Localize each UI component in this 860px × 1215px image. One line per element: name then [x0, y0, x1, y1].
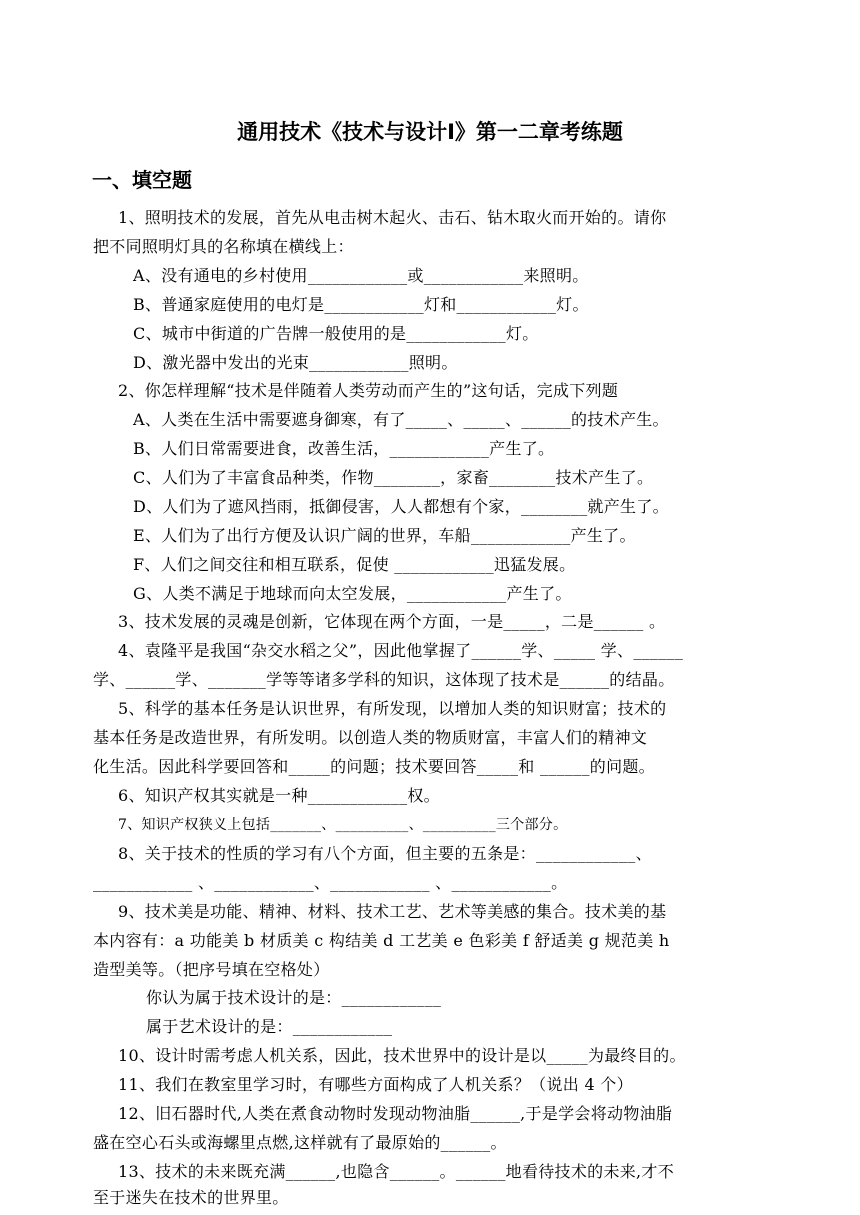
question-9-technical-design: 你认为属于技术设计的是：____________ [146, 988, 442, 1007]
question-9-art-design: 属于艺术设计的是：____________ [146, 1017, 393, 1036]
question-1-option-a: A、没有通电的乡村使用____________或____________来照明。 [133, 266, 589, 285]
question-4-line-1: 4、袁隆平是我国“杂交水稻之父”，因此他掌握了______学、_____ 学、______ [118, 641, 684, 660]
question-1-line-1: 1、照明技术的发展，首先从电击树木起火、击石、钻木取火而开始的。请你 [118, 208, 667, 227]
question-8-line-2: ____________ 、____________、____________ 、____________。 [93, 873, 568, 892]
question-2-option-g: G、人类不满足于地球而向太空发展，____________产生了。 [133, 584, 572, 603]
question-1-option-b: B、普通家庭使用的电灯是____________灯和____________灯。 [133, 295, 589, 314]
question-10: 10、设计时需考虑人机关系，因此，技术世界中的设计是以_____为最终目的。 [118, 1046, 686, 1065]
question-11: 11、我们在教室里学习时，有哪些方面构成了人机关系？（说出 4 个） [118, 1075, 633, 1094]
question-5-line-3: 化生活。因此科学要回答和_____的问题；技术要回答_____和 ______的问题。 [93, 757, 655, 776]
question-1-line-2: 把不同照明灯具的名称填在横线上： [93, 237, 354, 256]
question-1-option-c: C、城市中街道的广告牌一般使用的是____________灯。 [133, 324, 539, 343]
question-9-line-2: 本内容有：a 功能美 b 材质美 c 构结美 d 工艺美 e 色彩美 f 舒适美 g 规范美 h [93, 931, 670, 950]
question-9-line-3: 造型美等。（把序号填在空格处） [93, 960, 330, 979]
question-2-option-c: C、人们为了丰富食品种类，作物________，家畜________技术产生了。 [133, 468, 654, 487]
question-5-line-1: 5、科学的基本任务是认识世界，有所发现，以增加人类的知识财富；技术的 [118, 699, 667, 718]
question-2-option-f: F、人们之间交往和相互联系，促使 ____________迅猛发展。 [133, 555, 576, 574]
question-8-line-1: 8、关于技术的性质的学习有八个方面，但主要的五条是：____________、 [118, 844, 652, 863]
question-2-option-d: D、人们为了遮风挡雨，抵御侵害，人人都想有个家，________就产生了。 [133, 497, 669, 516]
question-13-line-1: 13、技术的未来既充满______,也隐含______。______地看待技术的未来,才不 [118, 1162, 675, 1181]
question-1-option-d: D、激光器中发出的光束____________照明。 [133, 353, 458, 372]
question-2-stem: 2、你怎样理解“技术是伴随着人类劳动而产生的”这句话，完成下列题 [118, 381, 619, 400]
question-12-line-1: 12、旧石器时代,人类在煮食动物时发现动物油脂______,于是学会将动物油脂 [118, 1104, 673, 1123]
question-4-line-2: 学、______学、_______学等等诸多学科的知识，这体现了技术是______的结晶。 [93, 670, 675, 689]
question-6: 6、知识产权其实就是一种____________权。 [118, 786, 440, 805]
question-7: 7、知识产权狭义上包括_______、__________、__________三个部分。 [118, 817, 568, 833]
question-13-line-2: 至于迷失在技术的世界里。 [93, 1188, 289, 1207]
question-3: 3、技术发展的灵魂是创新，它体现在两个方面，一是_____，二是______ 。 [118, 612, 666, 631]
question-2-option-e: E、人们为了出行方便及认识广阔的世界，车船____________产生了。 [133, 526, 636, 545]
question-2-option-a: A、人类在生活中需要遮身御寒，有了_____、_____、______的技术产生。 [133, 410, 669, 429]
question-9-line-1: 9、技术美是功能、精神、材料、技术工艺、艺术等美感的集合。技术美的基 [118, 902, 667, 921]
question-5-line-2: 基本任务是改造世界，有所发明。以创造人类的物质财富，丰富人们的精神文 [93, 728, 648, 747]
page-title: 通用技术《技术与设计Ⅰ》第一二章考练题 [237, 120, 623, 144]
section-heading: 一、填空题 [92, 168, 192, 192]
question-2-option-b: B、人们日常需要进食，改善生活，____________产生了。 [133, 439, 555, 458]
question-12-line-2: 盛在空心石头或海螺里点燃,这样就有了最原始的______。 [93, 1133, 507, 1152]
